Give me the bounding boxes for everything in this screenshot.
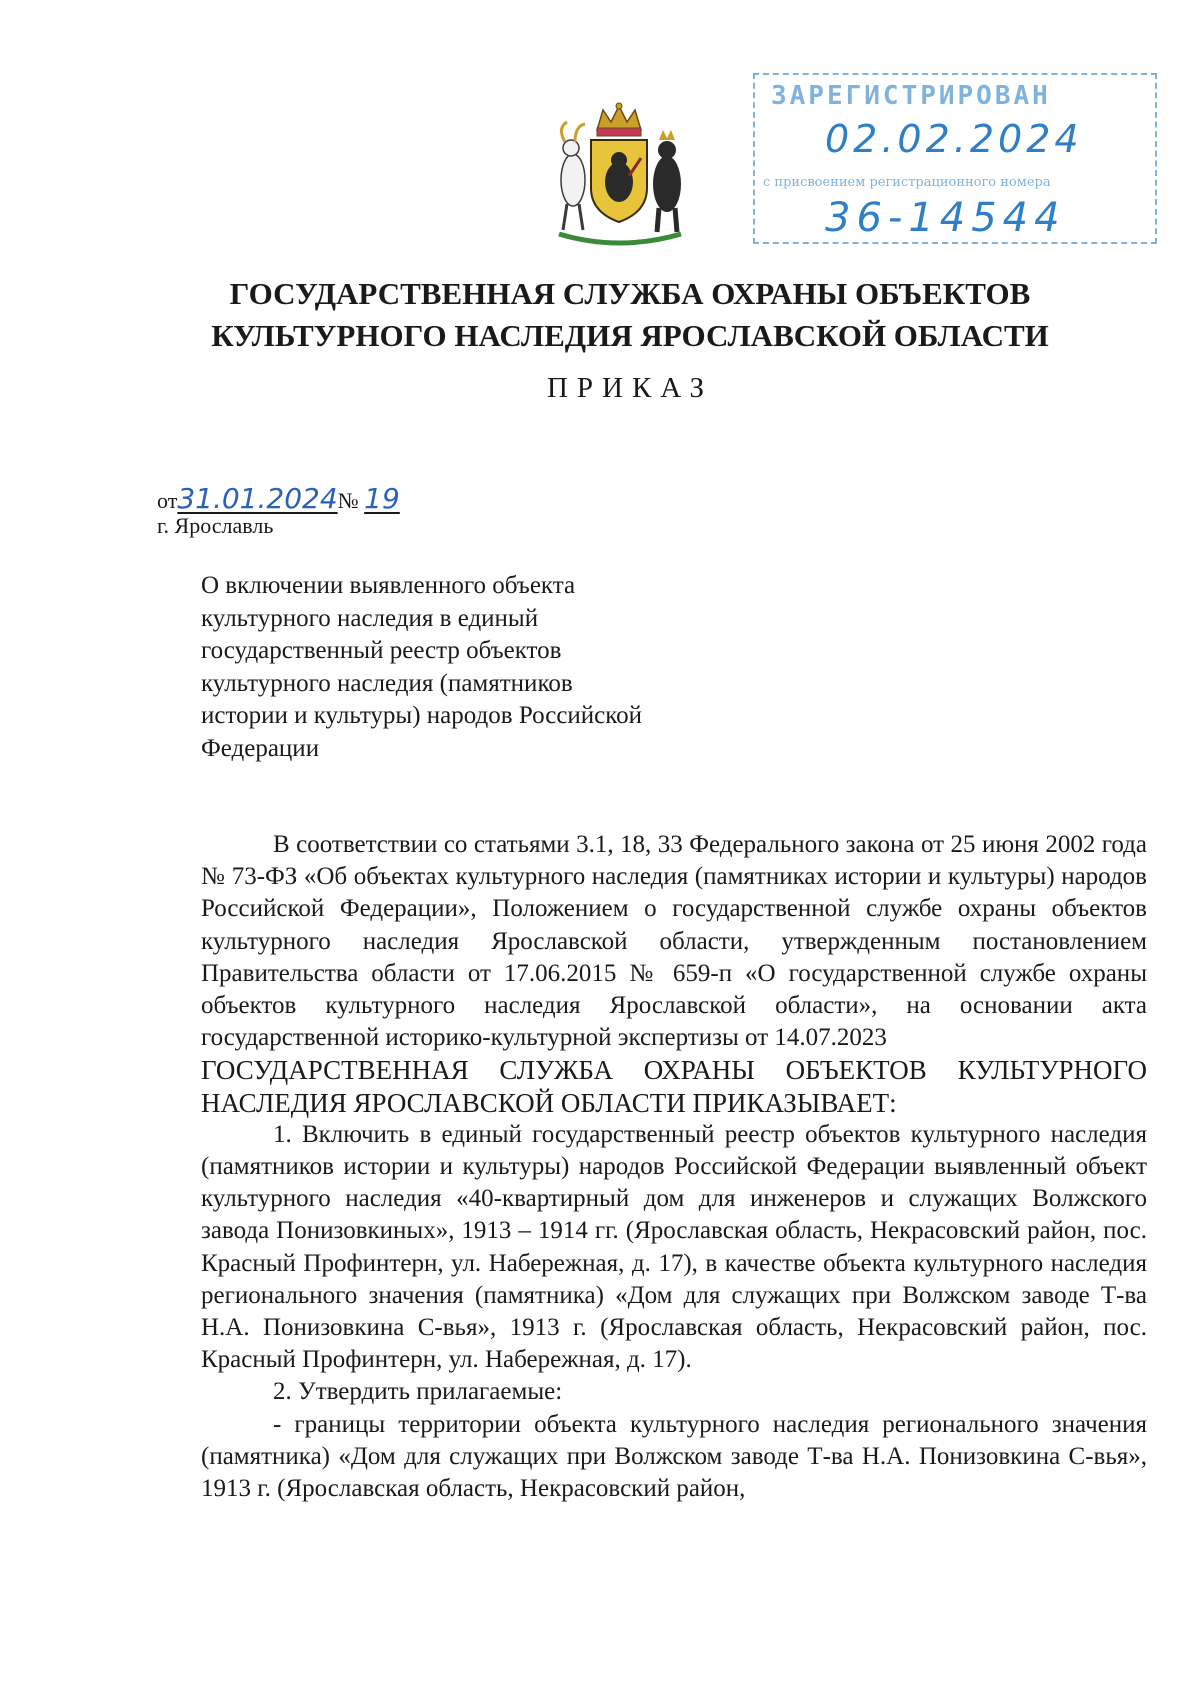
order-city: г. Ярославль	[157, 513, 274, 538]
item-1-paragraph: 1. Включить в единый государственный реестр объектов культурного наследия (памятников истории и культуры) народов Российской Федерации выявленный объект культурного наследия «40-квартирный дом для инженеров и служащих Волжского завода Понизовкиных», 1913 – 1914 гг. (Ярославская область, Некрасовский район, пос. Красный Профинтерн, ул. Набережная, д. 17), в качестве объекта культурного наследия регионального значения (памятника) «Дом для служащих при Волжском заводе Т-ва Н.А. Понизовкина С-вья», 1913 г. (Ярославская область, Некрасовский район, пос. Красный Профинтерн, ул. Набережная, д. 17).	[201, 1120, 1147, 1374]
preamble-paragraph: В соответствии со статьями 3.1, 18, 33 Федерального закона от 25 июня 2002 года № 73-ФЗ «Об объектах культурного наследия (памятниках истории и культуры) народов Российской Федерации», Положением о государственной службе охраны объектов культурного наследия Ярославской области, утвержденным постановлением Правительства области от 17.06.2015 № 659-п «О государственной службе охраны объектов культурного наследия Ярославской области», на основании акта государственной историко-культурной экспертизы от 14.07.2023	[201, 831, 1147, 1052]
order-date-number	[157, 482, 400, 515]
order-date: 31.01.2024	[177, 482, 338, 515]
order-subject: О включении выявленного объекта культурного наследия в единый государственный реестр объектов культурного наследия (памятников истории и культуры) народов Российской Федерации	[201, 572, 643, 762]
issuer-line-1: ГОСУДАРСТВЕННАЯ СЛУЖБА ОХРАНЫ ОБЪЕКТОВ	[229, 276, 1031, 311]
stamp-registration-number: 36-14544	[825, 195, 1066, 241]
order-body	[201, 829, 1147, 1505]
item-2-subitem-paragraph: - границы территории объекта культурного наследия регионального значения (памятника) «Дом для служащих при Волжском заводе Т-ва Н.А. Понизовкина С-вья», 1913 г. (Ярославская область, Некрасовский район,	[201, 1410, 1147, 1503]
orders-paragraph: ГОСУДАРСТВЕННАЯ СЛУЖБА ОХРАНЫ ОБЪЕКТОВ КУЛЬТУРНОГО НАСЛЕДИЯ ЯРОСЛАВСКОЙ ОБЛАСТИ ПРИКАЗЫВАЕТ:	[201, 1055, 1147, 1118]
stamp-note: с присвоением регистрационного номера	[763, 175, 1051, 190]
coat-of-arms-emblem	[545, 100, 693, 252]
number-label: №	[337, 488, 359, 513]
stamp-date: 02.02.2024	[825, 117, 1083, 161]
order-number: 19	[364, 482, 400, 515]
document-type: ПРИКАЗ	[546, 372, 714, 404]
from-label: от	[157, 488, 178, 513]
registration-stamp	[753, 73, 1157, 244]
issuer-line-2: КУЛЬТУРНОГО НАСЛЕДИЯ ЯРОСЛАВСКОЙ ОБЛАСТИ	[211, 318, 1049, 353]
stamp-title: ЗАРЕГИСТРИРОВАН	[771, 81, 1051, 111]
issuer-heading	[150, 273, 1110, 357]
item-2-paragraph: 2. Утвердить прилагаемые:	[273, 1378, 563, 1406]
